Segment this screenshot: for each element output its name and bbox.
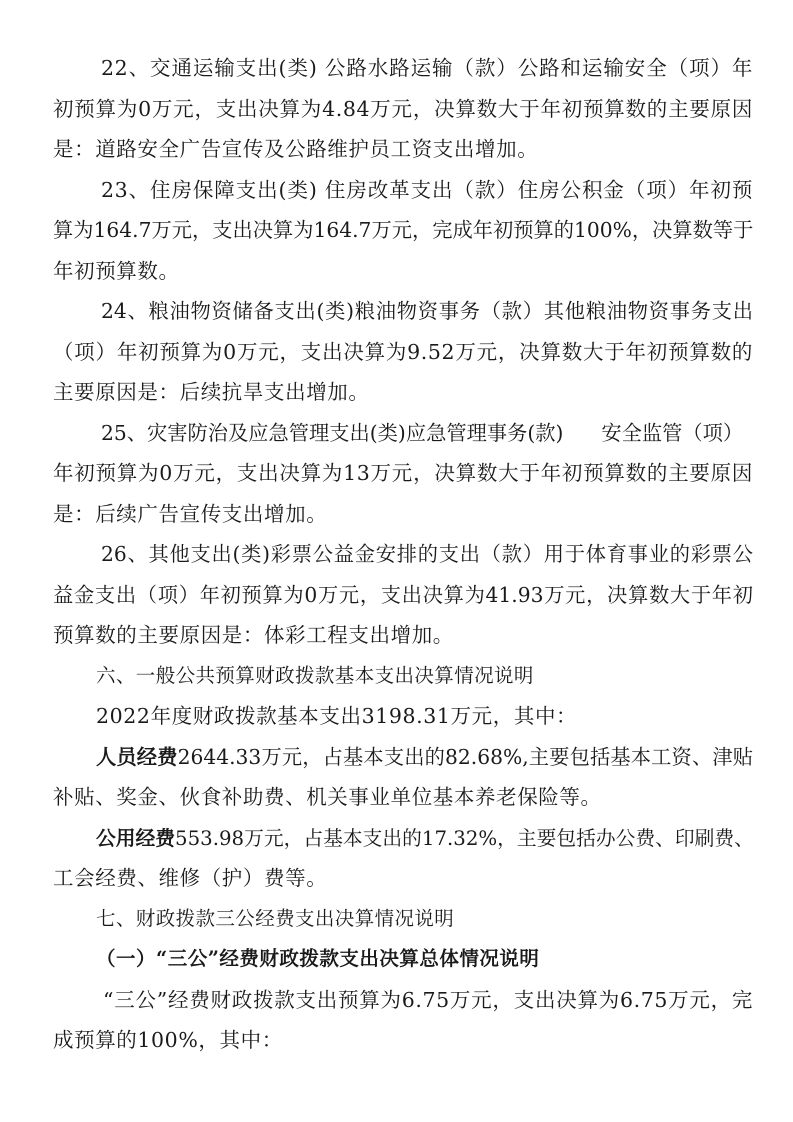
item-23-line-3: 年初预算数。 — [53, 258, 180, 283]
section-7-text-line-1: “三公”经费财政拨款支出预算为6.75万元，支出决算为6.75万元，完 — [103, 987, 753, 1012]
public-expense-text: 553.98万元，占基本支出的17.32%，主要包括办公费、印刷费、 — [175, 826, 754, 850]
item-24-line-3: 主要原因是：后续抗旱支出增加。 — [53, 380, 370, 404]
public-expense-line-1 — [53, 818, 753, 859]
item-25-line-1 — [53, 413, 753, 454]
personnel-expense-label: 人员经费 — [96, 744, 178, 769]
item-25-line-2: 年初预算为0万元，支出决算为13万元，决算数大于年初预算数的主要原因 — [53, 461, 753, 485]
section-7-heading: 七、财政拨款三公经费支出决算情况说明 — [96, 906, 455, 930]
item-26-line-2: 益金支出（项）年初预算为0万元，支出决算为41.93万元，决算数大于年初 — [53, 582, 753, 607]
document-page — [53, 48, 753, 1061]
item-22-line-1: 22、交通运输支出(类) 公路水路运输（款）公路和运输安全（项）年 — [101, 56, 753, 80]
item-25-line-1-part-a: 25、灾害防治及应急管理支出(类)应急管理事务(款) — [101, 420, 564, 445]
personnel-expense-line-1 — [53, 737, 753, 778]
section-7-text-line-2: 成预算的100%，其中： — [53, 1028, 283, 1052]
section-7-sub-heading: （一）“三公”经费财政拨款支出决算总体情况说明 — [96, 947, 540, 970]
item-26-line-3: 预算数的主要原因是：体彩工程支出增加。 — [53, 623, 454, 647]
item-24-line-2: （项）年初预算为0万元，支出决算为9.52万元，决算数大于年初预算数的 — [53, 339, 753, 364]
personnel-expense-line-2: 补贴、奖金、伙食补助费、机关事业单位基本养老保险等。 — [53, 785, 602, 809]
public-expense-label: 公用经费 — [96, 825, 176, 850]
item-23-line-1: 23、住房保障支出(类) 住房改革支出（款）住房公积金（项）年初预 — [101, 177, 753, 202]
item-25-line-1-part-b: 安全监管（项） — [601, 420, 744, 445]
section-6-heading: 六、一般公共预算财政拨款基本支出决算情况说明 — [96, 663, 534, 687]
item-26-line-1: 26、其他支出(类)彩票公益金安排的支出（款）用于体育事业的彩票公 — [101, 542, 753, 566]
item-24-line-1: 24、粮油物资储备支出(类)粮油物资事务（款）其他粮油物资事务支出 — [101, 299, 753, 323]
item-22-line-3: 是：道路安全广告宣传及公路维护员工资支出增加。 — [53, 137, 539, 161]
personnel-expense-text: 2644.33万元，占基本支出的82.68%,主要包括基本工资、津贴 — [177, 744, 753, 769]
public-expense-line-2: 工会经费、维修（护）费等。 — [53, 866, 328, 890]
item-23-line-2: 算为164.7万元，支出决算为164.7万元，完成年初预算的100%，决算数等于 — [53, 218, 754, 242]
item-25-line-3: 是：后续广告宣传支出增加。 — [53, 501, 328, 526]
item-22-line-2: 初预算为0万元，支出决算为4.84万元，决算数大于年初预算数的主要原因 — [53, 96, 753, 121]
section-6-intro: 2022年度财政拨款基本支出3198.31万元，其中： — [96, 704, 578, 728]
